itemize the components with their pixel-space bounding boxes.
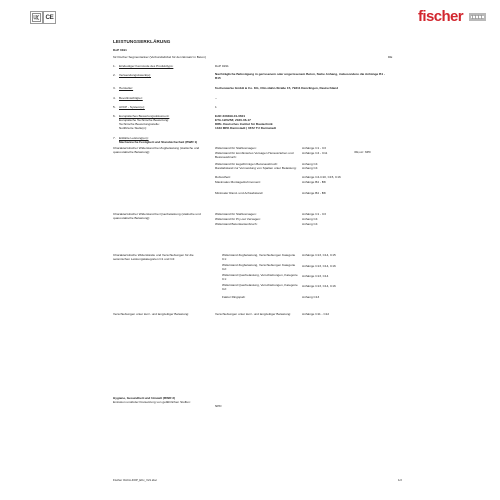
field-2-value: Nachträgliche Befestigung in gerissenem oder ungerissenem Beton, Siehe Anhang, insbesondere die Anhänge B1 - B15	[215, 72, 385, 80]
displacement-characteristic: Verschiebungen unter kurz- und langzeitiger Belastung:	[113, 312, 190, 316]
tension-item-7: Minimaler Rand- und Achsabstand:	[215, 191, 264, 195]
field-7-number: 7.	[113, 136, 116, 140]
field-3-value: fischerwerke GmbH & Co. KG, Otto-Hahn-Straße 15, 79211 Denzlingen, Deutschland	[215, 86, 339, 90]
tension-item-6: Maximales Montagedrehmoment:	[215, 180, 261, 184]
seismic-item-1: Widerstand Zugbelastung, Verschiebungen Kategorie C1:	[222, 253, 296, 261]
seismic-annex-3: Anhänge C13, C14	[302, 274, 329, 278]
displacement-annex-1: Anhänge C11 - C12	[302, 312, 330, 316]
notified-body-label: Notifizierte Stelle(n):	[119, 126, 147, 130]
field-5-label: AVCP - System(e):	[119, 105, 145, 109]
field-4-number: 4.	[113, 96, 116, 100]
shear-annex-3: Anhang C4	[302, 222, 318, 226]
notified-body-value: 1343 MPA Darmstadt | 0672 TU Darmstadt	[215, 126, 277, 130]
tension-item-1: Widerstand für Stahlversagen:	[215, 146, 257, 150]
tension-annex-2: Anhänge C4 - C11	[302, 151, 328, 155]
tension-annex-4: Anhang C4	[302, 166, 318, 170]
tension-annex-6: Anhänge B4 - B8	[302, 180, 326, 184]
displacement-item-1: Verschiebungen unter kurz- und langzeitiger Belastung:	[215, 312, 292, 316]
field-2-number: 2.	[113, 73, 116, 77]
ead-label: Europäisches Bewertungsdokument:	[119, 114, 170, 118]
seismic-annex-1: Anhänge C13, C14, C15	[302, 253, 336, 257]
eta-value: ETA-12/0258; 2020-06-17	[215, 118, 251, 122]
seismic-item-2: Widerstand Zugbelastung, Verschiebungen Kategorie C2:	[222, 263, 296, 271]
anchor-icon	[469, 13, 486, 21]
field-1-value: DoP 0191	[215, 64, 229, 68]
bwr3-item: Emission und/oder Freisetzung von gefährlichen Stoffen:	[113, 400, 191, 404]
footer-filename: Fischer OACA-DOP_EKx_V21.idoc	[113, 478, 157, 482]
seismic-item-3: Widerstand Querbelastung, Verschiebungen, Kategorie C1:	[222, 273, 298, 281]
performances-heading: Erklärte Leistung(en):	[119, 136, 149, 140]
tension-characteristic: Charakteristischer Widerstand bei Zugbelastung (statische und quasi-statische Belastung):	[113, 146, 200, 154]
field-4-label: Bevollmächtigter:	[119, 96, 143, 100]
bwr1-heading: Mechanische Festigkeit und Standsicherheit (BWR 1)	[119, 140, 198, 144]
footer-page-number: 1/2	[398, 478, 402, 482]
ead-value: EAD 330499-01-0601	[215, 114, 246, 118]
tension-annex-7: Anhänge B4 - B8	[302, 191, 326, 195]
shear-item-1: Widerstand für Stahlversagen:	[215, 212, 257, 216]
document-title: LEISTUNGSERKLÄRUNG	[113, 39, 171, 44]
tab-value: DIBt- Deutsches Institut für Bautechnik	[215, 122, 273, 126]
shear-annex-1: Anhänge C1 - C3	[302, 212, 326, 216]
seismic-item-4: Widerstand Querbelastung, Verschiebungen, Kategorie C2:	[222, 283, 298, 291]
field-3-label: Hersteller:	[119, 86, 134, 90]
tension-annex-5: Anhänge C4-C10, C15, C16	[302, 175, 341, 179]
shear-characteristic: Charakteristischer Widerstand bei Querbelastung (statische und quasi-statische Belastung):	[113, 212, 201, 220]
ukca-mark-logo	[30, 11, 43, 24]
tension-item-4: Randabstand zur Vermeidung von Spalten unter Belastung:	[215, 166, 297, 170]
seismic-annex-2: Anhänge C13, C14, C16	[302, 264, 336, 268]
fischer-logo	[418, 8, 486, 25]
field-5-number: 5.	[113, 105, 116, 109]
tension-annex-3: Anhang C4	[302, 162, 318, 166]
field-4-value: --	[215, 96, 218, 100]
field-6-number: 6.	[113, 114, 116, 118]
field-1-number: 1.	[113, 64, 116, 68]
seismic-annex-5: Anhang C13	[302, 295, 320, 299]
seismic-characteristic: Charakteristische Widerstände und Verschiebungen für die seismischen Leistungskategorien C1 und C2:	[113, 253, 194, 261]
ce-mark-text: CE	[45, 14, 54, 21]
tension-item-3: Widerstand für kegelförmigen Betonausbruch:	[215, 162, 278, 166]
tension-item-2: Widerstand für kombiniertes Versagen Herausziehen und Betonausbruch:	[215, 151, 294, 159]
tab-label: Technische Bewertungsstelle:	[119, 122, 160, 126]
seismic-annex-4: Anhänge C13, C14, C16	[302, 284, 336, 288]
brand-wordmark: fischer	[418, 8, 463, 25]
eta-label: Europäische Technische Bewertung:	[119, 118, 169, 122]
shear-annex-2: Anhang C4	[302, 217, 318, 221]
field-1-label: Eindeutiger Kenncode des Produkttyps:	[119, 64, 174, 68]
ukca-icon	[32, 13, 41, 22]
tension-annex-1: Anhänge C1 - C3	[302, 146, 326, 150]
bwr3-heading: Hygiene, Gesundheit und Umwelt (BWR 3)	[113, 396, 176, 400]
shear-item-3: Widerstand Betonkantenbruch:	[215, 222, 258, 226]
field-3-number: 3.	[113, 86, 116, 90]
intended-for: für Fischer Segmentanker (Verbundsdübel für den Einsatz in Beton)	[113, 55, 206, 59]
ce-mark-logo	[43, 11, 56, 24]
dop-number: DoP 0191	[113, 48, 127, 52]
field-2-label: Verwendungszweck(e):	[119, 73, 151, 77]
seismic-item-5: Faktor Ringspalt:	[222, 295, 246, 299]
field-5-value: 1	[215, 105, 217, 109]
language-code: DE	[388, 55, 393, 59]
npd-note: τRk,ucr: NPD	[354, 150, 371, 154]
shear-item-2: Widerstand für Pry-out Versagen:	[215, 217, 261, 221]
tension-item-5: Robustheit:	[215, 175, 231, 179]
bwr3-value: NPD	[215, 404, 222, 408]
